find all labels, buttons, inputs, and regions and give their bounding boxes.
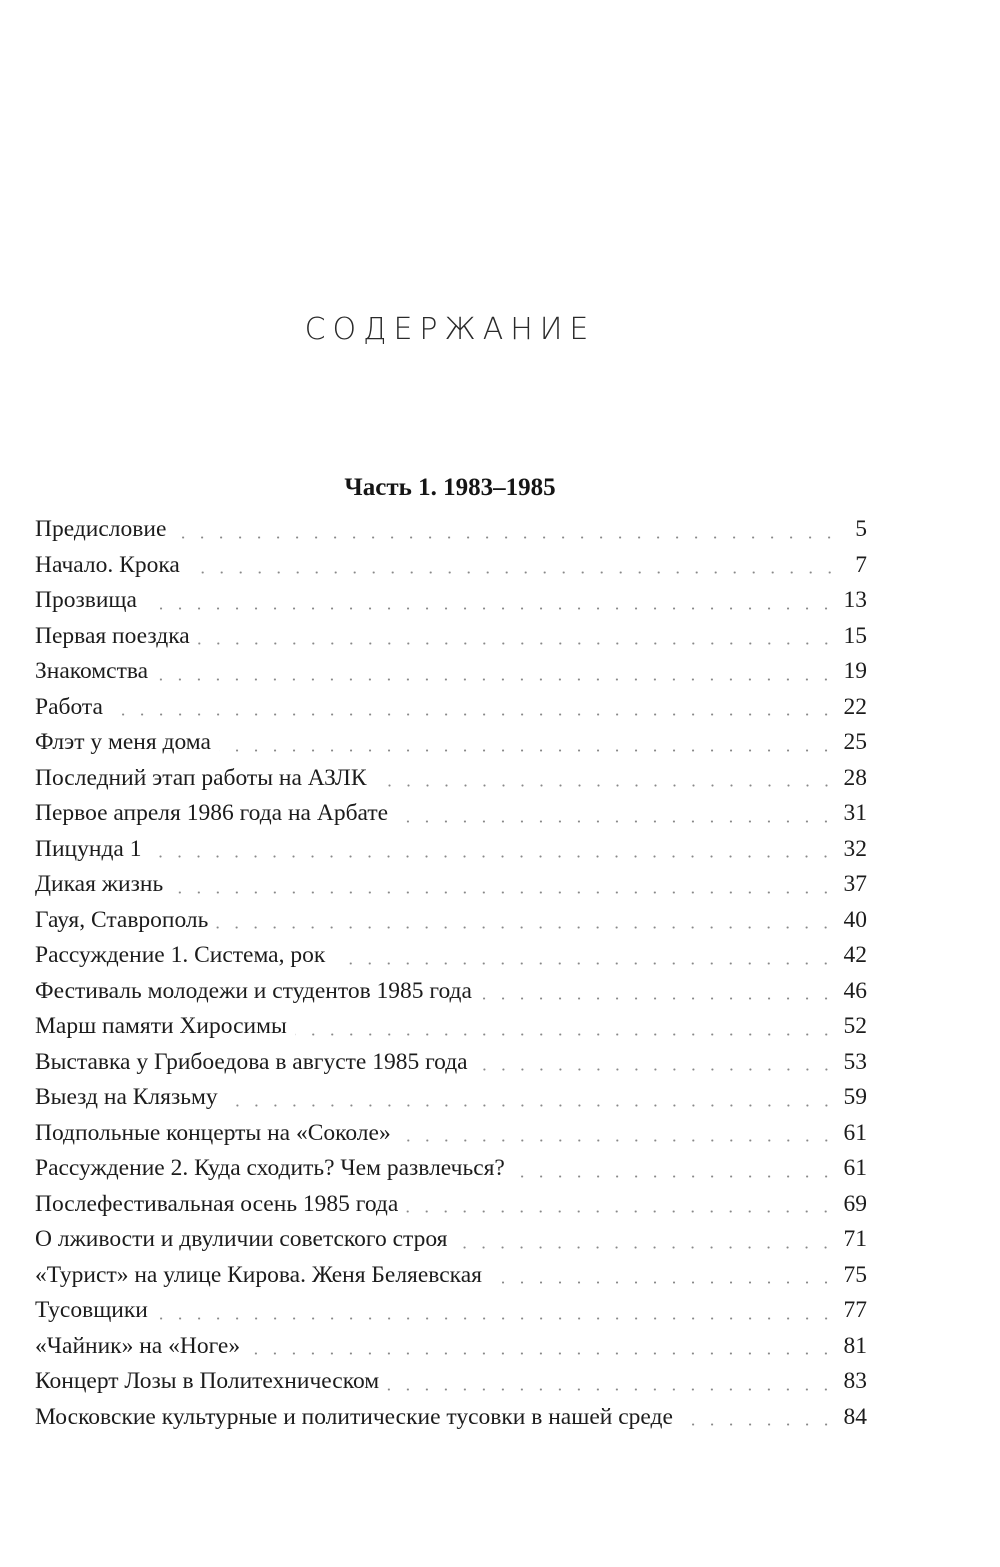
- toc-entry-page-number: 15: [843, 622, 867, 649]
- toc-entry-page-number: 52: [843, 1013, 867, 1039]
- toc-entry-title: Выезд на Клязьму: [35, 1084, 218, 1110]
- toc-entry-page-number: 7: [855, 551, 867, 578]
- toc-entry-page-number: 69: [843, 1190, 867, 1217]
- toc-entry-title: Рассуждение 2. Куда сходить? Чем развлечься?: [35, 1155, 505, 1181]
- toc-entry-title: Послефестивальная осень 1985 года: [35, 1190, 399, 1217]
- dot-leader: [248, 1352, 835, 1355]
- dot-leader: [171, 891, 835, 894]
- toc-entry[interactable]: [35, 1045, 867, 1081]
- toc-entry-title: Дикая жизнь: [35, 871, 164, 897]
- dot-leader: [490, 1281, 836, 1284]
- toc-entry-title: «Чайник» на «Ноге»: [35, 1332, 241, 1359]
- toc-entry-page-number: 84: [843, 1403, 867, 1430]
- dot-leader: [149, 855, 835, 858]
- toc-entry-page-number: 42: [843, 942, 867, 968]
- dot-leader: [226, 1104, 836, 1107]
- toc-entry-page-number: 40: [843, 906, 867, 933]
- toc-entry-page-number: 83: [843, 1368, 867, 1394]
- toc-entry-page-number: 32: [843, 835, 867, 862]
- toc-entry[interactable]: [35, 761, 867, 797]
- toc-entry-title: Фестиваль молодежи и студентов 1985 года: [35, 977, 472, 1004]
- dot-leader: [219, 749, 836, 752]
- toc-entry[interactable]: [35, 1009, 867, 1045]
- toc-entry-page-number: 19: [843, 658, 867, 684]
- toc-entry-page-number: 28: [843, 764, 867, 791]
- toc-entry-page-number: 13: [843, 587, 867, 613]
- toc-entry[interactable]: [35, 796, 867, 832]
- dot-leader: [156, 1317, 836, 1320]
- toc-entry-title: Знакомства: [35, 658, 149, 684]
- toc-entry-title: О лживости и двуличии советского строя: [35, 1226, 448, 1252]
- toc-entry-title: Последний этап работы на АЗЛК: [35, 764, 367, 791]
- toc-entry-title: Тусовщики: [35, 1297, 148, 1323]
- toc-entry[interactable]: [35, 938, 867, 974]
- toc-entry-title: Первое апреля 1986 года на Арбате: [35, 800, 389, 826]
- dot-leader: [681, 1423, 836, 1426]
- toc-entry-title: Подпольные концерты на «Соколе»: [35, 1119, 391, 1146]
- toc-entry[interactable]: [35, 548, 867, 584]
- toc-entry-title: Начало. Крока: [35, 551, 180, 578]
- dot-leader: [156, 678, 835, 681]
- toc-entry-page-number: 59: [843, 1084, 867, 1110]
- toc-entry-title: Выставка у Грибоедова в августе 1985 года: [35, 1048, 468, 1075]
- toc-entry[interactable]: [35, 903, 867, 939]
- toc-entry[interactable]: [35, 974, 867, 1010]
- dot-leader: [399, 1139, 836, 1142]
- toc-entry-title: Предисловие: [35, 516, 167, 542]
- toc-entry[interactable]: [35, 1400, 867, 1436]
- toc-entry[interactable]: [35, 1258, 867, 1294]
- dot-leader: [406, 1210, 835, 1213]
- toc-entry-page-number: 46: [843, 977, 867, 1004]
- toc-entry[interactable]: [35, 654, 867, 690]
- toc-entry[interactable]: [35, 1293, 867, 1329]
- toc-entry-title: Марш памяти Хиросимы: [35, 1013, 287, 1039]
- toc-entry-title: Московские культурные и политические тусовки в нашей среде: [35, 1403, 673, 1430]
- dot-leader: [295, 1033, 836, 1036]
- dot-leader: [216, 926, 835, 929]
- toc-entry-page-number: 81: [843, 1332, 867, 1359]
- toc-entry-page-number: 31: [843, 800, 867, 826]
- toc-entry[interactable]: [35, 832, 867, 868]
- toc-entry-title: Пицунда 1: [35, 835, 142, 862]
- toc-entry-page-number: 25: [843, 729, 867, 755]
- toc-entry-title: Рассуждение 1. Система, рок: [35, 942, 326, 968]
- toc-entry-page-number: 71: [843, 1226, 867, 1252]
- toc-entry-page-number: 53: [843, 1048, 867, 1075]
- dot-leader: [396, 820, 835, 823]
- dot-leader: [476, 1068, 836, 1071]
- toc-entry[interactable]: [35, 1187, 867, 1223]
- page-title: СОДЕРЖАНИЕ: [304, 312, 596, 347]
- toc-entry[interactable]: [35, 725, 867, 761]
- dot-leader: [198, 642, 836, 645]
- toc-entry-page-number: 22: [843, 693, 867, 720]
- toc-entry-page-number: 61: [843, 1155, 867, 1181]
- dot-leader: [111, 713, 836, 716]
- dot-leader: [174, 536, 839, 539]
- toc-entry-page-number: 5: [855, 516, 867, 542]
- toc-entry[interactable]: [35, 1116, 867, 1152]
- part-heading: Часть 1. 1983–1985: [344, 474, 556, 501]
- toc-entry[interactable]: [35, 867, 867, 903]
- toc-entry-title: Гауя, Ставрополь: [35, 906, 209, 933]
- toc-entry[interactable]: [35, 1364, 867, 1400]
- toc-entry-title: Работа: [35, 693, 103, 720]
- toc-entry[interactable]: [35, 690, 867, 726]
- toc-entry-title: Прозвища: [35, 587, 137, 613]
- dot-leader: [375, 784, 836, 787]
- toc-entry-title: Флэт у меня дома: [35, 729, 211, 755]
- toc-entry-title: Первая поездка: [35, 622, 190, 649]
- toc-entry[interactable]: [35, 1329, 867, 1365]
- toc-entry-page-number: 61: [843, 1119, 867, 1146]
- table-of-contents: [35, 512, 867, 1435]
- toc-entry-page-number: 75: [843, 1261, 867, 1288]
- toc-entry[interactable]: [35, 1222, 867, 1258]
- toc-entry-page-number: 37: [843, 871, 867, 897]
- dot-leader: [513, 1175, 836, 1178]
- toc-entry-title: Концерт Лозы в Политехническом: [35, 1368, 380, 1394]
- dot-leader: [387, 1388, 835, 1391]
- toc-entry[interactable]: [35, 512, 867, 548]
- toc-entry-page-number: 77: [843, 1297, 867, 1323]
- toc-entry[interactable]: [35, 583, 867, 619]
- toc-entry[interactable]: [35, 1080, 867, 1116]
- dot-leader: [333, 962, 835, 965]
- toc-entry[interactable]: [35, 619, 867, 655]
- dot-leader: [145, 607, 836, 610]
- toc-entry[interactable]: [35, 1151, 867, 1187]
- dot-leader: [188, 571, 839, 574]
- toc-entry-title: «Турист» на улице Кирова. Женя Беляевская: [35, 1261, 482, 1288]
- dot-leader: [480, 997, 836, 1000]
- dot-leader: [455, 1246, 835, 1249]
